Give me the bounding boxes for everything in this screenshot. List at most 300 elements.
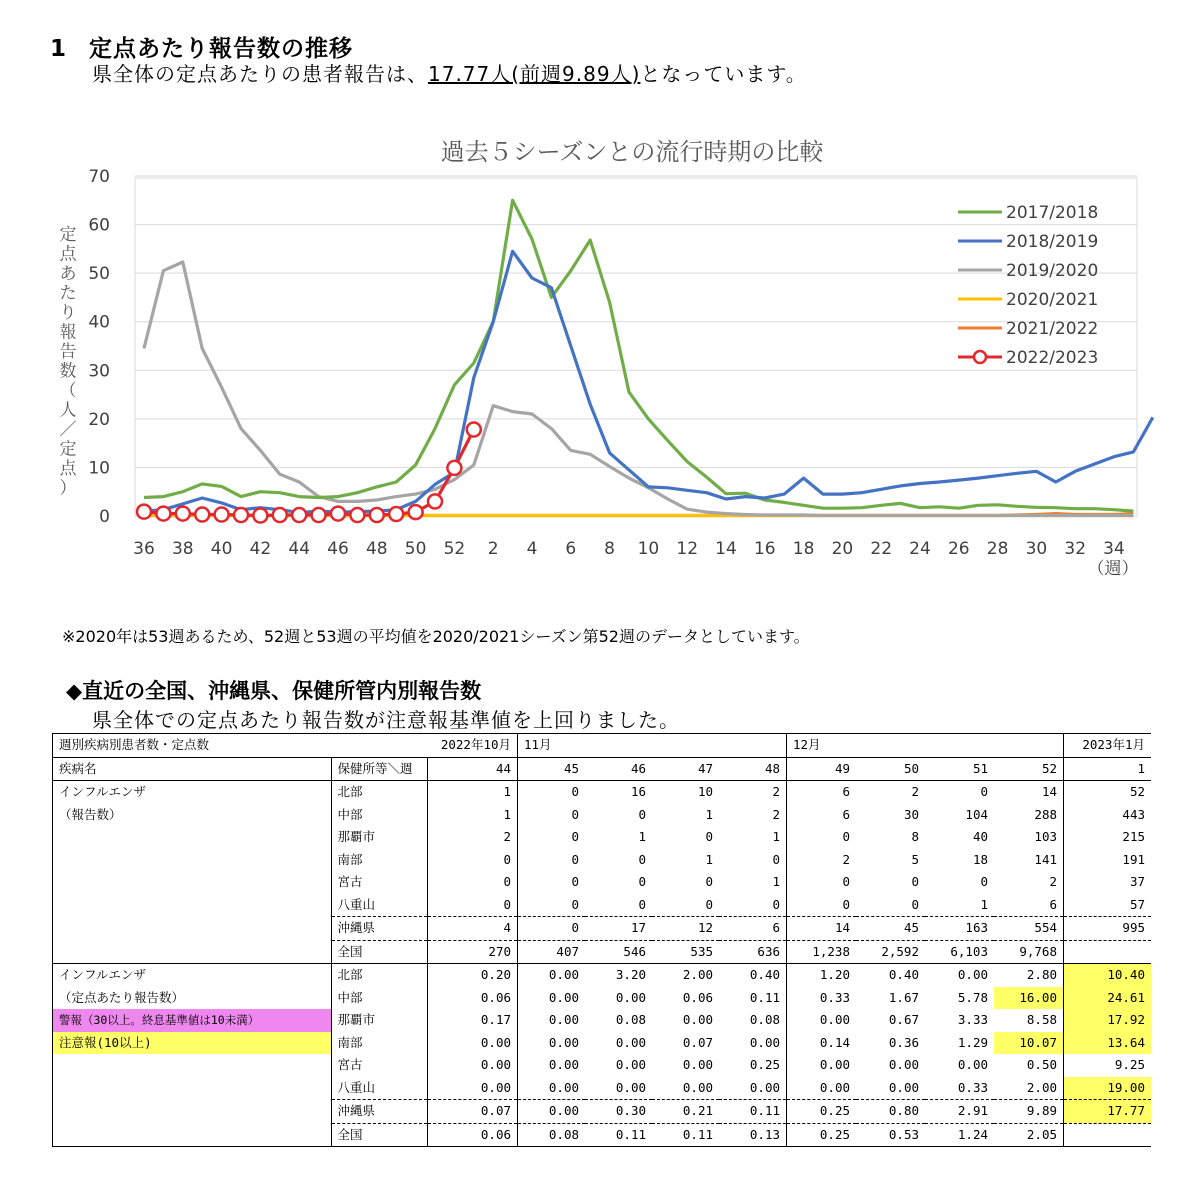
value-cell: 0.07: [427, 1100, 518, 1124]
value-cell: 5.78: [957, 989, 988, 1005]
value-cell: 0.07: [682, 1034, 713, 1050]
x-tick-label: 6: [565, 539, 577, 559]
col-disease: 疾病名: [53, 757, 332, 781]
group-sub: （報告数）: [53, 804, 332, 827]
x-tick-label: 10: [637, 539, 660, 559]
value-cell: 1: [980, 896, 988, 912]
value-cell: 0.17: [427, 1009, 518, 1032]
table-row: [53, 1009, 1152, 1032]
value-cell: 0.25: [787, 1100, 857, 1124]
month-jan: 2023年1月: [1064, 734, 1152, 758]
value-cell: 1.67: [888, 989, 919, 1005]
y-label-char: あ: [59, 264, 77, 284]
x-tick-label: 36: [133, 539, 155, 559]
value-cell: 0.00: [518, 1100, 586, 1124]
value-cell: 9.89: [994, 1100, 1064, 1124]
value-cell: 3.20: [615, 967, 646, 982]
data-point: [234, 508, 248, 522]
value-cell: 0.20: [427, 964, 518, 987]
x-tick-label: 38: [171, 539, 194, 559]
value-cell: 0.33: [957, 1079, 988, 1095]
area-name: 那覇市: [331, 826, 427, 849]
value-cell: 0.25: [749, 1057, 780, 1072]
legend-marker: [974, 351, 986, 363]
value-cell: 0.00: [427, 1054, 518, 1077]
month-dec: 12月: [787, 734, 857, 758]
x-tick-label: 22: [870, 539, 893, 559]
week-cell: 48: [719, 757, 787, 781]
value-cell: 2.05: [994, 1123, 1064, 1147]
y-label-char: り: [59, 303, 77, 323]
value-cell: 17.92: [1064, 1009, 1152, 1032]
value-cell: 0: [705, 896, 713, 912]
table-row: [53, 1123, 1152, 1147]
y-label-char: た: [59, 283, 77, 304]
table-row: [53, 1100, 1152, 1124]
data-point: [253, 509, 267, 523]
value-cell: 10: [697, 784, 713, 799]
value-cell: 8.58: [1026, 1012, 1057, 1027]
table-row: [53, 849, 1152, 872]
value-cell: 0.08: [518, 1123, 586, 1147]
blank-cell: [53, 1054, 332, 1077]
data-point: [331, 507, 345, 521]
chart-title: 過去５シーズンとの流行時期の比較: [440, 138, 824, 166]
table-row: [53, 964, 1152, 987]
value-cell: 1: [772, 874, 780, 889]
col-area: 保健所等＼週: [331, 757, 427, 781]
value-cell: 0.00: [787, 1054, 857, 1077]
table-row: [53, 1054, 1152, 1077]
y-tick-label: 0: [99, 507, 110, 527]
value-cell: 554: [994, 917, 1064, 941]
value-cell: 995: [1064, 917, 1152, 941]
value-cell: 2: [427, 826, 518, 849]
x-tick-label: 34: [1103, 539, 1125, 559]
value-cell: 0.50: [1026, 1057, 1057, 1072]
value-cell: 9,768: [994, 940, 1064, 964]
y-tick-label: 10: [88, 458, 110, 479]
value-cell: 0.06: [427, 987, 518, 1010]
value-cell: 40: [972, 829, 988, 844]
value-cell: 407: [518, 940, 586, 964]
value-cell: 0: [638, 851, 646, 867]
value-cell: 4: [427, 917, 518, 941]
value-cell: 1.24: [925, 1123, 994, 1147]
data-point: [312, 508, 326, 522]
week-cell: 45: [518, 757, 586, 781]
value-cell: 0: [772, 896, 780, 912]
area-name: 北部: [331, 964, 427, 987]
data-point: [273, 508, 287, 522]
table-row: [53, 987, 1152, 1010]
x-tick-label: 30: [1025, 539, 1048, 559]
legend-caution: 注意報(10以上): [53, 1032, 332, 1055]
value-cell: 0.21: [652, 1100, 719, 1124]
area-name: 宮古: [331, 1054, 427, 1077]
value-cell: 0: [911, 874, 919, 889]
value-cell: 0.00: [957, 1057, 988, 1072]
value-cell: 19.00: [1064, 1077, 1152, 1100]
value-cell: 0.00: [749, 1034, 780, 1050]
value-cell: 0: [772, 851, 780, 867]
value-cell: 5: [911, 851, 919, 867]
x-tick-label: 16: [753, 539, 776, 559]
value-cell: 1: [705, 806, 713, 822]
value-cell: 141: [1034, 851, 1057, 867]
value-cell: 0: [518, 917, 586, 941]
value-cell: 288: [1034, 806, 1057, 822]
value-cell: 52: [1064, 781, 1152, 804]
value-cell: 0: [518, 871, 586, 894]
y-label-char: （: [59, 381, 77, 401]
value-cell: 0: [427, 871, 518, 894]
table-row: [53, 826, 1152, 849]
value-cell: 215: [1064, 826, 1152, 849]
value-cell: 45: [856, 917, 925, 941]
blank-cell: [53, 1077, 332, 1100]
value-cell: 17: [585, 917, 652, 941]
area-name: 中部: [331, 987, 427, 1010]
data-point: [389, 507, 403, 521]
value-cell: 0: [638, 806, 646, 822]
value-cell: 0.06: [427, 1123, 518, 1147]
value-cell: 546: [585, 940, 652, 964]
value-cell: 2.00: [1026, 1079, 1057, 1095]
y-label-char: 報: [59, 322, 77, 343]
x-tick-label: 2: [487, 539, 499, 559]
table-row: [53, 894, 1152, 917]
data-point: [195, 508, 209, 522]
legend-label: 2019/2020: [1006, 261, 1099, 281]
value-cell: 2: [911, 784, 919, 799]
section-number: 1: [50, 36, 68, 62]
value-cell: 0.00: [427, 1032, 518, 1055]
value-cell: 14: [1041, 784, 1057, 799]
value-cell: 2: [772, 806, 780, 822]
x-tick-label: 40: [210, 539, 233, 559]
value-cell: 1: [772, 829, 780, 844]
value-cell: 104: [965, 806, 988, 822]
value-cell: 0.00: [615, 1079, 646, 1095]
blank-cell: [53, 871, 332, 894]
value-cell: 13.64: [1064, 1032, 1152, 1055]
data-point: [370, 508, 384, 522]
y-label-char: 数: [59, 361, 77, 382]
table-caption: 週別疾病別患者数・定点数: [53, 734, 332, 758]
area-name: 宮古: [331, 871, 427, 894]
value-cell: 0: [638, 896, 646, 912]
value-cell: 0.11: [585, 1123, 652, 1147]
data-point: [176, 507, 190, 521]
value-cell: 0: [980, 874, 988, 889]
data-point: [467, 423, 481, 437]
value-cell: 1: [427, 804, 518, 827]
value-cell: 0.11: [749, 989, 780, 1005]
area-name: 南部: [331, 1032, 427, 1055]
table-header-row: [53, 734, 1152, 758]
value-cell: 0: [638, 874, 646, 889]
value-cell: 2.80: [1026, 967, 1057, 982]
x-tick-label: 52: [443, 539, 466, 559]
value-cell: 2: [787, 849, 857, 872]
x-tick-label: 14: [715, 539, 737, 559]
value-cell: 0: [518, 894, 586, 917]
area-name: 那覇市: [331, 1009, 427, 1032]
value-cell: 16: [630, 784, 646, 799]
value-cell: 2: [772, 784, 780, 799]
value-cell: 10.07: [994, 1032, 1064, 1055]
value-cell: [1064, 940, 1152, 964]
value-cell: 1.20: [787, 964, 857, 987]
section-title: 定点あたり報告数の推移: [89, 36, 354, 62]
x-tick-label: 4: [526, 539, 538, 559]
value-cell: 9.25: [1064, 1054, 1152, 1077]
value-cell: 0.00: [682, 1079, 713, 1095]
value-cell: 191: [1064, 849, 1152, 872]
value-cell: 17.77: [1064, 1100, 1152, 1124]
y-tick-label: 70: [88, 167, 110, 187]
x-tick-label: 20: [831, 539, 854, 559]
value-cell: 6: [719, 917, 787, 941]
value-cell: 0.00: [888, 1057, 919, 1072]
blank-cell: [53, 917, 332, 941]
x-tick-label: 24: [909, 539, 931, 559]
value-cell: 8: [911, 829, 919, 844]
value-cell: 0.00: [518, 964, 586, 987]
blank-cell: [53, 1100, 332, 1124]
area-name: 中部: [331, 804, 427, 827]
value-cell: 0.00: [615, 1057, 646, 1072]
value-cell: 0.00: [749, 1079, 780, 1095]
value-cell: 103: [1034, 829, 1057, 844]
x-unit-label: （週）: [1087, 559, 1139, 579]
value-cell: 2.00: [682, 967, 713, 982]
value-cell: 6,103: [925, 940, 994, 964]
legend-label: 2020/2021: [1006, 290, 1099, 310]
value-cell: 2: [1049, 874, 1057, 889]
section2-text: 県全体での定点あたり報告数が注意報基準値を上回りました。: [92, 708, 680, 732]
week-cell: 51: [925, 757, 994, 781]
value-cell: 0.30: [585, 1100, 652, 1124]
x-tick-label: 28: [986, 539, 1009, 559]
value-cell: 0.25: [787, 1123, 857, 1147]
table-row: [53, 871, 1152, 894]
x-tick-label: 18: [792, 539, 815, 559]
value-cell: 18: [972, 851, 988, 867]
value-cell: 0.13: [719, 1123, 787, 1147]
value-cell: 14: [787, 917, 857, 941]
value-cell: 0: [427, 894, 518, 917]
value-cell: 0.00: [787, 1077, 857, 1100]
week-cell: 1: [1064, 757, 1152, 781]
legend-label: 2021/2022: [1006, 319, 1099, 339]
area-name: 八重山: [331, 894, 427, 917]
group-sub: （定点あたり報告数）: [53, 987, 332, 1010]
value-cell: 636: [719, 940, 787, 964]
data-point: [156, 507, 170, 521]
value-cell: 0: [518, 781, 586, 804]
value-cell: 0.00: [427, 1077, 518, 1100]
value-cell: 0: [518, 849, 586, 872]
value-cell: 6: [787, 804, 857, 827]
table-row: [53, 781, 1152, 804]
value-cell: 12: [652, 917, 719, 941]
value-cell: 0: [427, 849, 518, 872]
group-name: インフルエンザ: [53, 964, 332, 987]
data-point: [215, 508, 229, 522]
y-label-char: 人: [59, 400, 77, 421]
value-cell: 30: [903, 806, 919, 822]
table-row: [53, 1032, 1152, 1055]
x-tick-label: 46: [327, 539, 349, 559]
data-point: [137, 505, 151, 519]
value-cell: 163: [925, 917, 994, 941]
value-cell: 24.61: [1064, 987, 1152, 1010]
value-cell: 57: [1064, 894, 1152, 917]
x-tick-label: 42: [249, 539, 272, 559]
y-label-char: 定: [59, 225, 77, 245]
value-cell: 535: [652, 940, 719, 964]
x-tick-label: 32: [1064, 539, 1087, 559]
influenza-table: [52, 733, 1151, 1147]
line-chart: [40, 128, 1160, 588]
week-cell: 47: [652, 757, 719, 781]
table-week-row: [53, 757, 1152, 781]
table-row: [53, 1077, 1152, 1100]
value-cell: 443: [1064, 804, 1152, 827]
y-label-char: 告: [59, 342, 77, 362]
value-cell: 270: [427, 940, 518, 964]
value-cell: 0.00: [888, 1079, 919, 1095]
series-line-2022-2023: [144, 430, 474, 516]
value-cell: 0.40: [888, 967, 919, 982]
value-cell: 0.00: [957, 967, 988, 982]
value-cell: 2.91: [925, 1100, 994, 1124]
data-point: [428, 494, 442, 508]
blank-cell: [53, 826, 332, 849]
x-tick-label: 48: [365, 539, 388, 559]
value-cell: 0.00: [682, 1057, 713, 1072]
value-cell: 0: [980, 784, 988, 799]
x-tick-label: 50: [404, 539, 427, 559]
value-cell: 0.08: [749, 1012, 780, 1027]
value-cell: 16.00: [994, 987, 1064, 1010]
blank-cell: [53, 1123, 332, 1147]
area-name: 沖縄県: [331, 1100, 427, 1124]
y-label-char: 点: [59, 459, 77, 479]
y-tick-label: 50: [88, 264, 110, 285]
x-tick-label: 8: [604, 539, 616, 559]
value-cell: 0.00: [615, 989, 646, 1005]
summary-suffix: となっています。: [640, 62, 807, 86]
value-cell: [1064, 1123, 1152, 1147]
area-name: 北部: [331, 781, 427, 804]
group-name: インフルエンザ: [53, 781, 332, 804]
value-cell: 0: [911, 896, 919, 912]
value-cell: 6: [787, 781, 857, 804]
y-axis-label: [60, 225, 78, 499]
y-label-char: 点: [59, 244, 77, 265]
value-cell: 1: [427, 781, 518, 804]
footnote: ※2020年は53週あるため、52週と53週の平均値を2020/2021シーズン第52週のデータとしています。: [62, 627, 810, 646]
value-cell: 37: [1064, 871, 1152, 894]
y-label-char: 定: [59, 439, 77, 460]
value-cell: 0: [787, 894, 857, 917]
plot-area: [135, 178, 1137, 516]
value-cell: 0.80: [856, 1100, 925, 1124]
value-cell: 0.00: [518, 1032, 586, 1055]
month-oct: 2022年10月: [427, 734, 518, 758]
value-cell: 0.53: [856, 1123, 925, 1147]
week-cell: 46: [585, 757, 652, 781]
area-name: 全国: [331, 940, 427, 964]
summary-value: 17.77人(前週9.89人): [428, 62, 641, 86]
x-tick-label: 12: [676, 539, 699, 559]
legend-label: 2018/2019: [1006, 232, 1099, 252]
value-cell: 0.06: [682, 989, 713, 1005]
summary-prefix: 県全体の定点あたりの患者報告は、: [92, 62, 428, 86]
blank-cell: [53, 849, 332, 872]
value-cell: 0.00: [518, 1009, 586, 1032]
chart-legend: [958, 203, 1098, 368]
value-cell: 0.00: [682, 1012, 713, 1027]
y-tick-label: 30: [88, 361, 110, 382]
blank-cell: [53, 940, 332, 964]
y-tick-label: 40: [88, 312, 110, 333]
table-row: [53, 917, 1152, 941]
table-row: [53, 804, 1152, 827]
week-cell: 52: [994, 757, 1064, 781]
legend-label: 2022/2023: [1006, 348, 1099, 368]
value-cell: 0.67: [888, 1012, 919, 1027]
table-row: [53, 940, 1152, 964]
data-point: [350, 508, 364, 522]
x-tick-label: 44: [288, 539, 311, 559]
week-cell: 49: [787, 757, 857, 781]
data-point: [447, 461, 461, 475]
area-name: 沖縄県: [331, 917, 427, 941]
value-cell: 3.33: [957, 1012, 988, 1027]
value-cell: 0.11: [652, 1123, 719, 1147]
y-tick-label: 20: [88, 409, 110, 430]
y-label-char: ／: [59, 420, 77, 440]
week-cell: 44: [427, 757, 518, 781]
value-cell: 0.40: [749, 967, 780, 982]
summary-text: [92, 58, 807, 87]
y-label-char: ）: [59, 478, 77, 499]
value-cell: 0.11: [719, 1100, 787, 1124]
value-cell: 6: [1049, 896, 1057, 912]
value-cell: 0: [787, 871, 857, 894]
month-nov: 11月: [518, 734, 586, 758]
legend-alarm: 警報（30以上。終息基準値は10未満）: [53, 1009, 332, 1032]
value-cell: 0.00: [518, 1054, 586, 1077]
value-cell: 0.00: [615, 1034, 646, 1050]
value-cell: 0: [705, 829, 713, 844]
y-tick-label: 60: [88, 215, 110, 236]
value-cell: 0.00: [518, 1077, 586, 1100]
value-cell: 0.00: [787, 1009, 857, 1032]
week-cell: 50: [856, 757, 925, 781]
value-cell: 10.40: [1064, 964, 1152, 987]
area-name: 全国: [331, 1123, 427, 1147]
series-line-2018-2019: [144, 251, 1153, 512]
value-cell: 0: [787, 826, 857, 849]
value-cell: 0.14: [787, 1032, 857, 1055]
legend-label: 2017/2018: [1006, 203, 1099, 223]
value-cell: 0: [518, 826, 586, 849]
